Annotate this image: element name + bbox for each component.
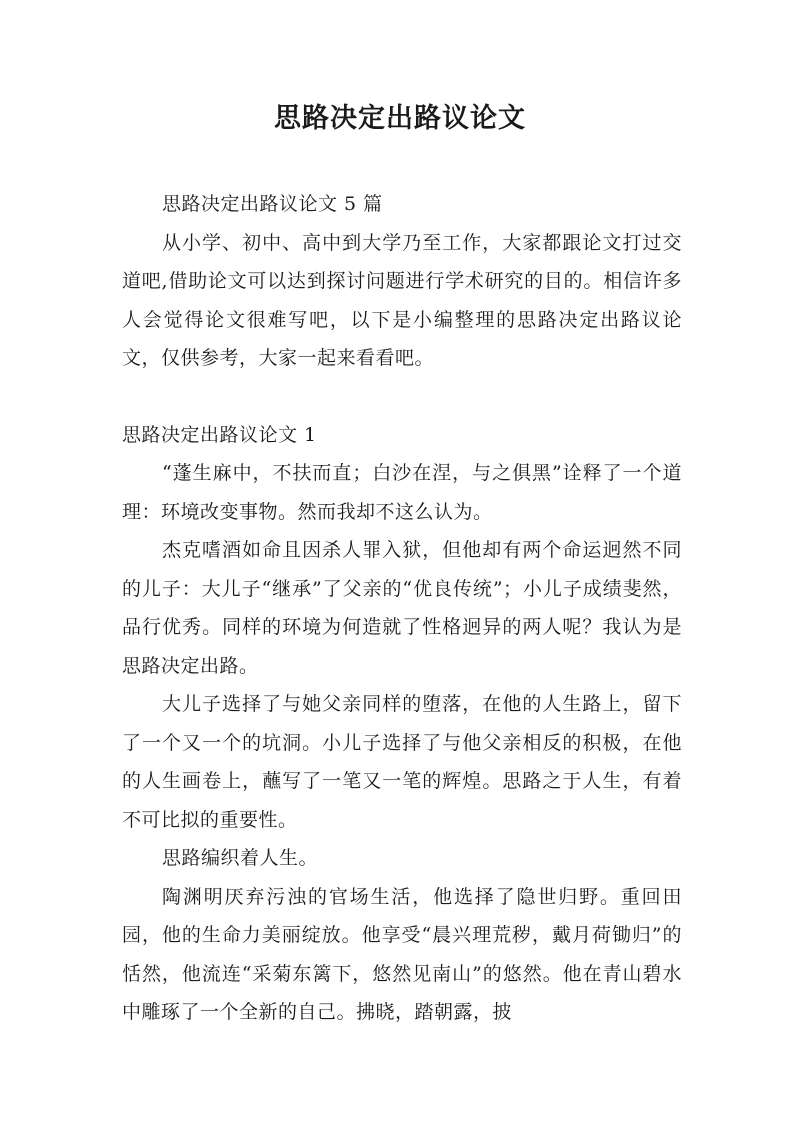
document-title: 思路决定出路议论文 [274, 103, 526, 134]
paragraph: 大儿子选择了与她父亲同样的堕落，在他的人生路上，留下了一个又一个的坑洞。小儿子选择了与他父亲相反的积极，在他的人生画卷上，蘸写了一笔又一笔的辉煌。思路之于人生，有着不可比拟的重要性。 [122, 693, 682, 831]
paragraph: 陶渊明厌弃污浊的官场生活，他选择了隐世归野。重回田园，他的生命力美丽绽放。他享受“晨兴理荒秽，戴月荷锄归”的恬然，他流连“采菊东篱下，悠然见南山”的悠然。他在青山碧水中雕琢了一个全新的自己。拂晓，踏朝露，披 [122, 885, 682, 1023]
paragraph-gap [122, 378, 682, 416]
paragraph: 杰克嗜酒如命且因杀人罪入狱，但他却有两个命运迥然不同的儿子：大儿子“继承”了父亲的“优良传统”；小儿子成绩斐然，品行优秀。同样的环境为何造就了性格迥异的两人呢？我认为是思路决定出路。 [122, 539, 682, 677]
intro-paragraph: 从小学、初中、高中到大学乃至工作，大家都跟论文打过交道吧,借助论文可以达到探讨问题进行学术研究的目的。相信许多人会觉得论文很难写吧，以下是小编整理的思路决定出路议论文，仅供参考，大家一起来看看吧。 [122, 231, 682, 369]
paragraph: 思路编织着人生。 [162, 847, 319, 869]
paragraph: “蓬生麻中，不扶而直；白沙在涅，与之俱黑”诠释了一个道理：环境改变事物。然而我却不这么认为。 [122, 462, 682, 523]
intro-heading: 思路决定出路议论文 5 篇 [162, 193, 383, 215]
document-body [122, 185, 682, 1032]
essay-1-heading: 思路决定出路议论文 1 [122, 423, 317, 446]
